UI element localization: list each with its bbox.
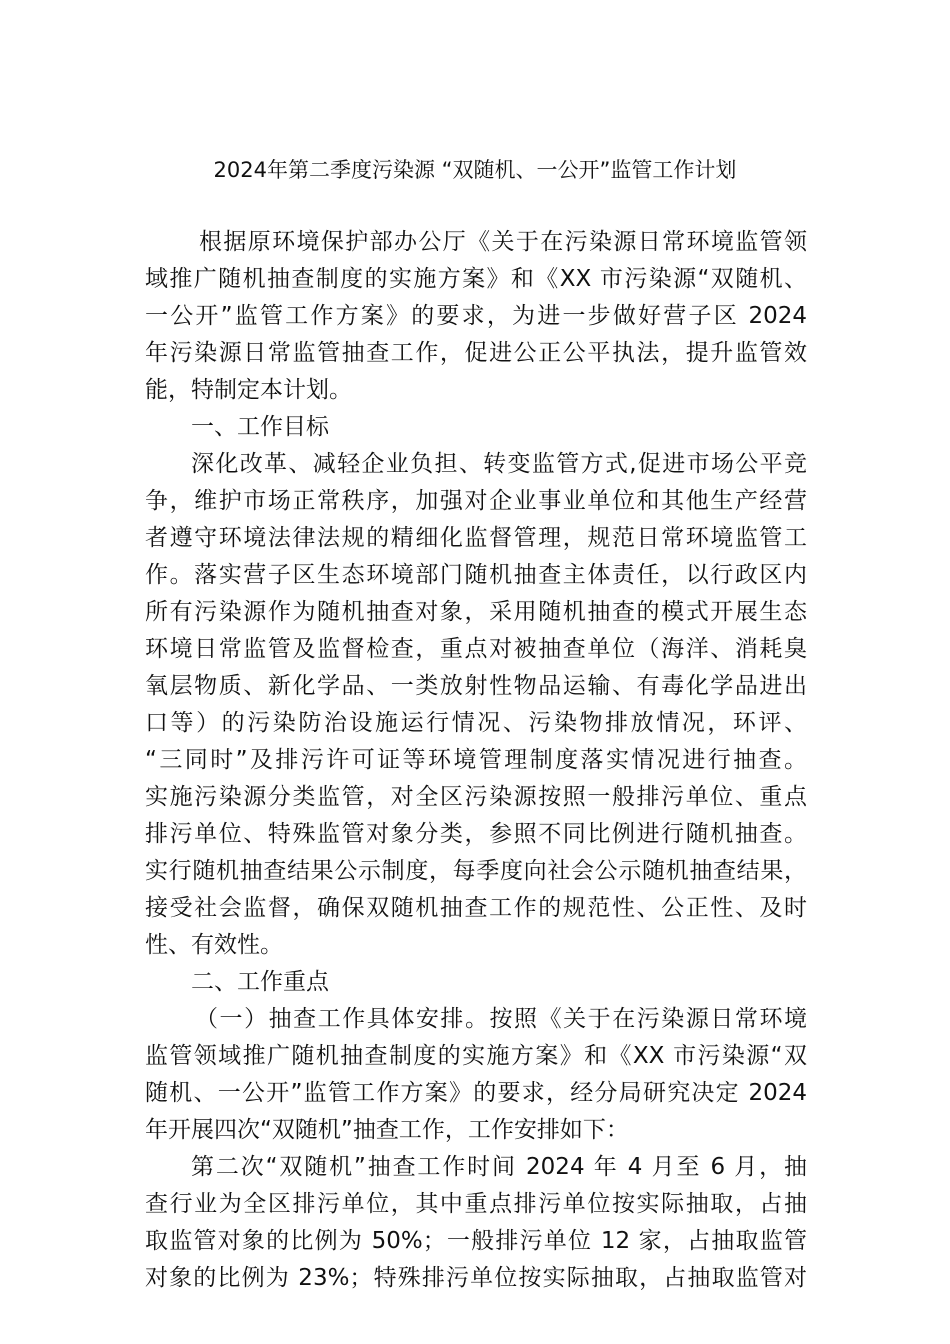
text-line: 年污染源日常监管抽查工作，促进公正公平执法，提升监管效 xyxy=(145,340,807,366)
text-line: 一公开”监管工作方案》的要求，为进一步做好营子区 2024 xyxy=(145,303,807,329)
text-line: 氧层物质、新化学品、一类放射性物品运输、有毒化学品进出 xyxy=(145,673,807,699)
text-line: 根据原环境保护部办公厅《关于在污染源日常环境监管领 xyxy=(199,229,807,255)
text-line: 所有污染源作为随机抽查对象，采用随机抽查的模式开展生态 xyxy=(145,599,807,625)
section-heading-1: 一、工作目标 xyxy=(191,414,329,440)
text-line: 作。落实营子区生态环境部门随机抽查主体责任，以行政区内 xyxy=(145,562,807,588)
text-line: 对象的比例为 23%；特殊排污单位按实际抽取，占抽取监管对 xyxy=(145,1265,807,1291)
text-line: 口等）的污染防治设施运行情况、污染物排放情况，环评、 xyxy=(145,710,807,736)
text-line: 年开展四次“双随机”抽查工作，工作安排如下： xyxy=(145,1117,629,1143)
text-line: 实施污染源分类监管，对全区污染源按照一般排污单位、重点 xyxy=(145,784,807,810)
section-heading-2: 二、工作重点 xyxy=(191,969,329,995)
text-line: 能，特制定本计划。 xyxy=(145,377,352,403)
text-line: 域推广随机抽查制度的实施方案》和《XX 市污染源“双随机、 xyxy=(145,266,807,292)
text-line: 者遵守环境法律法规的精细化监督管理，规范日常环境监管工 xyxy=(145,525,807,551)
text-line: 争，维护市场正常秩序，加强对企业事业单位和其他生产经营 xyxy=(145,488,807,514)
text-line: 实行随机抽查结果公示制度，每季度向社会公示随机抽查结果， xyxy=(145,858,807,884)
text-line: 接受社会监督，确保双随机抽查工作的规范性、公正性、及时 xyxy=(145,895,807,921)
text-line: 取监管对象的比例为 50%；一般排污单位 12 家，占抽取监管 xyxy=(145,1228,807,1254)
text-line: 性、有效性。 xyxy=(145,932,283,958)
document-body xyxy=(145,224,807,1297)
text-line: （一）抽查工作具体安排。按照《关于在污染源日常环境 xyxy=(195,1006,807,1032)
text-line: 深化改革、减轻企业负担、转变监管方式,促进市场公平竞 xyxy=(191,451,807,477)
text-line: 排污单位、特殊监管对象分类，参照不同比例进行随机抽查。 xyxy=(145,821,807,847)
document-title: 2024年第二季度污染源 “双随机、一公开”监管工作计划 xyxy=(213,158,737,182)
text-line: 环境日常监管及监督检查，重点对被抽查单位（海洋、消耗臭 xyxy=(145,636,807,662)
text-line: 第二次“双随机”抽查工作时间 2024 年 4 月至 6 月，抽 xyxy=(191,1154,807,1180)
text-line: 随机、一公开”监管工作方案》的要求，经分局研究决定 2024 xyxy=(145,1080,807,1106)
text-line: 监管领域推广随机抽查制度的实施方案》和《XX 市污染源“双 xyxy=(145,1043,807,1069)
text-line: 查行业为全区排污单位，其中重点排污单位按实际抽取，占抽 xyxy=(145,1191,807,1217)
text-line: “三同时”及排污许可证等环境管理制度落实情况进行抽查。 xyxy=(145,747,807,773)
